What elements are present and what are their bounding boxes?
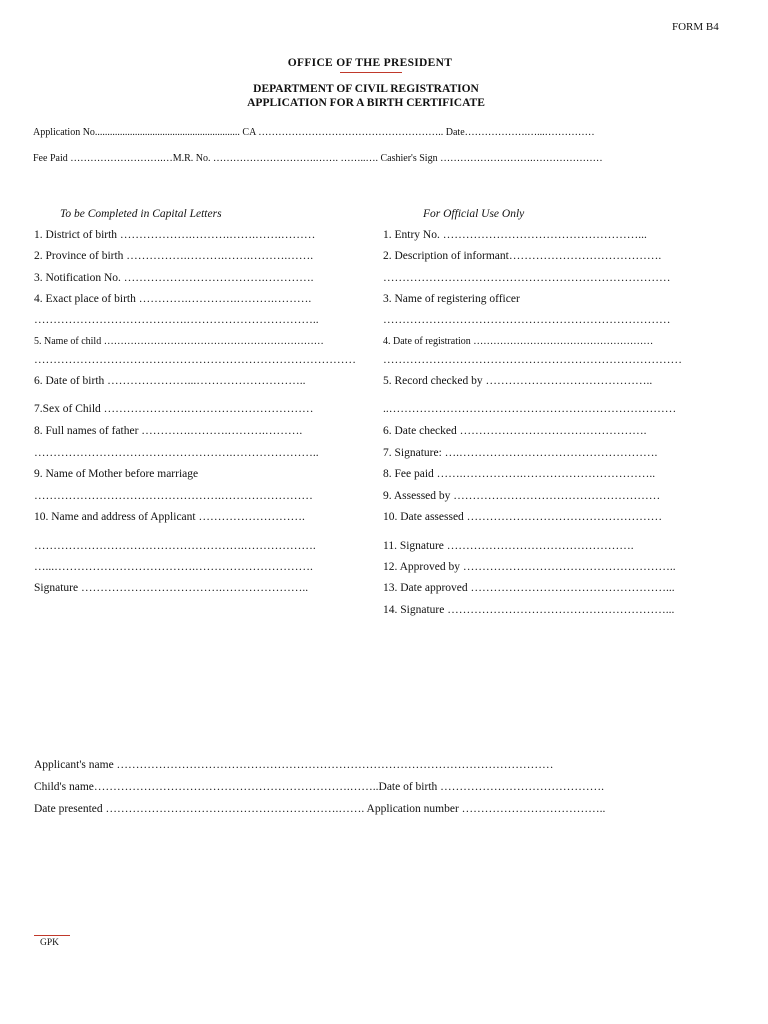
fee-mr-cashier-line[interactable]: Fee Paid ……………………….…M.R. No. ………………………….……. ……..…. Cashier's Sign ……………………….………………… — [33, 153, 603, 164]
father-full-names-field[interactable]: 8. Full names of father ………….……….……….………. — [34, 425, 303, 437]
application-ca-date-line[interactable]: Application No.......................................................... CA ……………………………………………….. Date……………….…...…………… — [33, 127, 595, 138]
exact-place-of-birth-continuation[interactable]: ………………………………….…………………………….. — [34, 314, 319, 326]
application-title: APPLICATION FOR A BIRTH CERTIFICATE — [247, 97, 485, 109]
checker-signature-field[interactable]: 7. Signature: ….……………………………………………. — [383, 447, 658, 459]
notification-no-field[interactable]: 3. Notification No. ……………………………….…………. — [34, 272, 314, 284]
left-column-heading: To be Completed in Capital Letters — [60, 208, 222, 220]
mother-name-label: 9. Name of Mother before marriage — [34, 468, 199, 480]
registering-officer-label: 3. Name of registering officer — [383, 293, 520, 305]
office-heading: OFFICE OF THE PRESIDENT — [287, 57, 453, 69]
father-full-names-continuation[interactable]: …………………………………………….………………….. — [34, 447, 319, 459]
assessed-by-field[interactable]: 9. Assessed by ……………………………………………… — [383, 490, 661, 502]
exact-place-of-birth-field[interactable]: 4. Exact place of birth ………….………….……….………. — [34, 293, 312, 305]
applicant-address-line-2[interactable]: ……………………………………………….………………. — [34, 540, 316, 552]
approved-by-field[interactable]: 12. Approved by ……………………………………………….. — [383, 561, 676, 573]
mother-name-field[interactable]: ………………………………………….…………………… — [34, 490, 313, 502]
record-checked-by-field[interactable]: 5. Record checked by …………………………………….. — [383, 375, 653, 387]
registering-officer-field[interactable]: ………………………………………………………………… — [383, 314, 671, 326]
date-assessed-field[interactable]: 10. Date assessed …………………………………………… — [383, 511, 663, 523]
approver-signature-field[interactable]: 14. Signature …………………………………………………... — [383, 604, 675, 616]
record-checked-by-continuation[interactable]: ..………………………………………………………………… — [383, 403, 677, 415]
entry-no-field[interactable]: 1. Entry No. ……………………………………………... — [383, 229, 647, 241]
informant-description-continuation[interactable]: ………………………………………………………………… — [383, 272, 671, 284]
form-number: FORM B4 — [672, 21, 719, 33]
date-checked-field[interactable]: 6. Date checked …………………………………………. — [383, 425, 647, 437]
department-heading: DEPARTMENT OF CIVIL REGISTRATION — [253, 83, 479, 95]
date-of-registration-field[interactable]: 4. Date of registration ……………………………………………… — [383, 336, 654, 347]
name-of-child-field[interactable]: 5. Name of child ………………………………………………………… — [34, 336, 324, 347]
applicant-name-address-field[interactable]: 10. Name and address of Applicant ………………………. — [34, 511, 305, 523]
district-of-birth-field[interactable]: 1. District of birth ……………….……….…….…….……… — [34, 229, 316, 241]
printer-mark: GPK — [40, 938, 60, 948]
applicant-name-field[interactable]: Applicant's name …………………………………………………………………………………………………… — [34, 759, 554, 771]
fee-paid-field[interactable]: 8. Fee paid …….…………….…………………………….. — [383, 468, 656, 480]
assessor-signature-field[interactable]: 11. Signature …………………………………………. — [383, 540, 634, 552]
date-of-birth-field[interactable]: 6. Date of birth …………………...……………………….. — [34, 375, 306, 387]
footer-rule — [34, 935, 70, 936]
date-of-registration-continuation[interactable]: …………………………………………………………………… — [383, 354, 682, 366]
sex-of-child-field[interactable]: 7.Sex of Child ………………….…………………………… — [34, 403, 314, 415]
name-of-child-continuation[interactable]: ………………………………………………………………………… — [34, 354, 356, 366]
date-presented-application-number-field[interactable]: Date presented …………………………………………………….……. Application number ……………………………….. — [34, 803, 606, 815]
right-column-heading: For Official Use Only — [423, 208, 525, 220]
date-approved-field[interactable]: 13. Date approved ……………………………………………... — [383, 582, 675, 594]
province-of-birth-field[interactable]: 2. Province of birth …………….……….…….……….……. — [34, 250, 314, 262]
office-underline — [340, 72, 402, 73]
informant-description-field[interactable]: 2. Description of informant…………………………………. — [383, 250, 662, 262]
child-name-dob-field[interactable]: Child's name………………………………………………………….……..Date of birth ……………………………………. — [34, 781, 605, 793]
applicant-signature-field[interactable]: Signature ……………………………….………………….. — [34, 582, 309, 594]
applicant-address-line-3[interactable]: …...……………………………….…………………………. — [34, 561, 313, 573]
